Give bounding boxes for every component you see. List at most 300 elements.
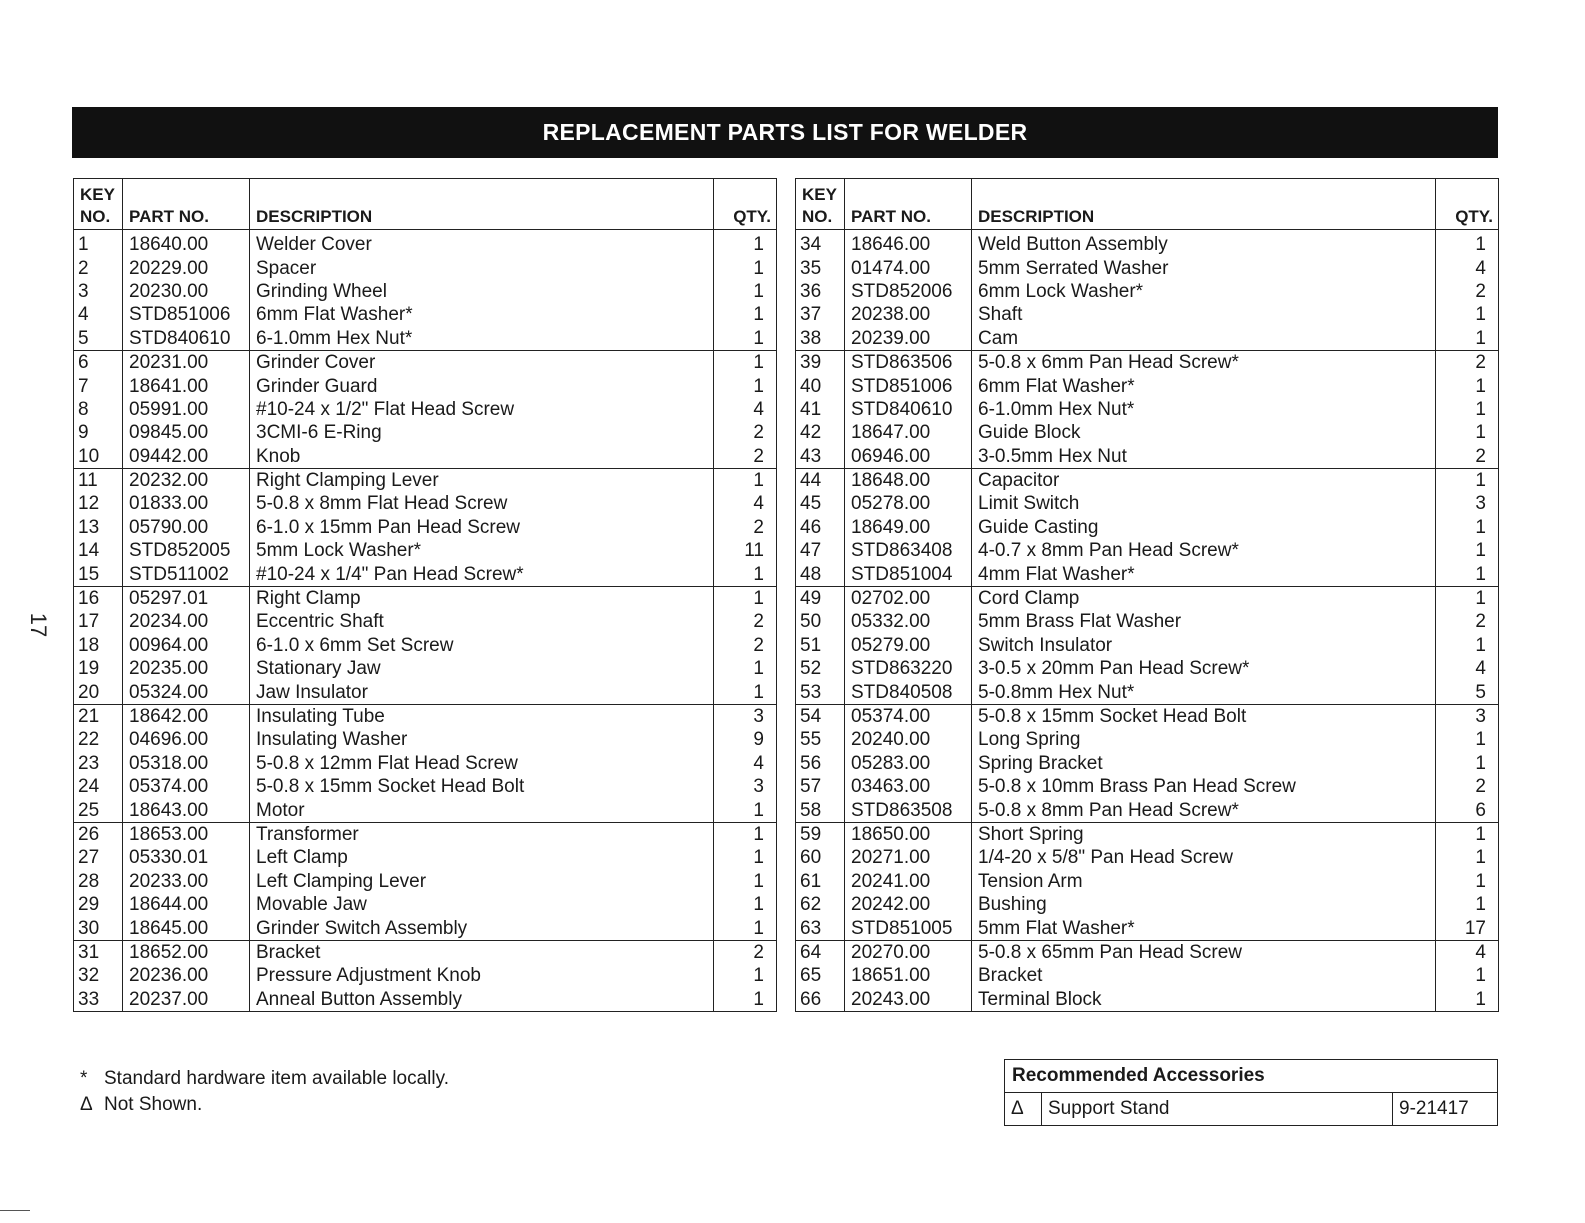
header-part-no: PART NO.: [845, 179, 972, 230]
table-row: [74, 516, 777, 539]
qty-cell: 1: [714, 798, 777, 822]
qty-cell: 1: [1475, 516, 1486, 538]
page-number: 17: [26, 612, 52, 638]
table-row: [796, 230, 1499, 257]
table-row: [74, 846, 777, 869]
header-part-no: PART NO.: [123, 179, 250, 230]
description-cell: Spring Bracket: [972, 752, 1436, 775]
description-cell: Knob: [250, 445, 714, 469]
part-no-cell: 09442.00: [123, 445, 250, 469]
accessory-name: Support Stand: [1042, 1093, 1393, 1125]
table-row: [74, 445, 777, 469]
qty-cell: 2: [1475, 611, 1486, 633]
table-row: [796, 988, 1499, 1012]
description-cell: 5mm Flat Washer*: [972, 916, 1436, 940]
key-no-cell: 13: [74, 516, 123, 539]
description-cell: Movable Jaw: [250, 893, 714, 916]
table-row: [74, 752, 777, 775]
table-row: [796, 940, 1499, 964]
description-cell: 6mm Flat Washer*: [250, 303, 714, 326]
part-no-cell: STD863506: [845, 350, 972, 374]
table-row: [74, 728, 777, 751]
qty-cell: 1: [714, 327, 777, 351]
part-no-cell: 18647.00: [845, 421, 972, 444]
table-row: [796, 539, 1499, 562]
description-cell: Welder Cover: [250, 230, 714, 257]
qty-cell: 17: [1436, 916, 1499, 940]
key-no-cell: 15: [74, 562, 123, 586]
key-no-cell: 46: [796, 516, 845, 539]
table-row: [796, 846, 1499, 869]
key-no-cell: 20: [74, 680, 123, 704]
header-description: DESCRIPTION: [972, 179, 1436, 230]
description-cell: 5-0.8 x 15mm Socket Head Bolt: [250, 775, 714, 798]
table-row: [796, 445, 1499, 469]
part-no-cell: 05790.00: [123, 516, 250, 539]
key-no-cell: 8: [74, 398, 123, 421]
asterisk-symbol: *: [80, 1068, 88, 1089]
key-no-cell: 21: [74, 704, 123, 728]
qty-cell: 1: [1475, 894, 1486, 916]
part-no-cell: 20270.00: [845, 940, 972, 964]
table-row: [796, 492, 1499, 515]
description-cell: Guide Casting: [972, 516, 1436, 539]
qty-cell: 1: [753, 257, 764, 279]
part-no-cell: 09845.00: [123, 421, 250, 444]
table-row: [74, 657, 777, 680]
header-qty: QTY.: [1436, 179, 1499, 230]
description-cell: Bushing: [972, 893, 1436, 916]
qty-cell: 4: [1475, 941, 1486, 963]
part-no-cell: STD852006: [845, 280, 972, 303]
key-no-cell: 14: [74, 539, 123, 562]
key-no-cell: 44: [796, 468, 845, 492]
qty-cell: 1: [1475, 729, 1486, 751]
qty-cell: 2: [753, 941, 764, 963]
table-row: [74, 964, 777, 987]
description-cell: 5-0.8 x 8mm Pan Head Screw*: [972, 798, 1436, 822]
key-no-cell: 45: [796, 492, 845, 515]
table-row: [796, 704, 1499, 728]
table-row: [74, 822, 777, 846]
table-row: [74, 256, 777, 279]
qty-cell: 1: [1475, 965, 1486, 987]
key-no-cell: 56: [796, 752, 845, 775]
key-no-cell: 19: [74, 657, 123, 680]
part-no-cell: 05279.00: [845, 634, 972, 657]
part-no-cell: 20231.00: [123, 350, 250, 374]
part-no-cell: 18641.00: [123, 374, 250, 397]
table-row: [74, 492, 777, 515]
table-row: [796, 327, 1499, 351]
part-no-cell: 20235.00: [123, 657, 250, 680]
part-no-cell: 00964.00: [123, 634, 250, 657]
part-no-cell: 18651.00: [845, 964, 972, 987]
key-no-cell: 34: [796, 230, 845, 257]
description-cell: 6-1.0mm Hex Nut*: [250, 327, 714, 351]
description-cell: Limit Switch: [972, 492, 1436, 515]
qty-cell: 1: [1475, 304, 1486, 326]
header-qty: QTY.: [714, 179, 777, 230]
key-no-cell: 18: [74, 634, 123, 657]
description-cell: 6-1.0mm Hex Nut*: [972, 398, 1436, 421]
table-row: [74, 562, 777, 586]
qty-cell: 1: [753, 280, 764, 302]
part-no-cell: 03463.00: [845, 775, 972, 798]
delta-symbol: Δ: [80, 1094, 93, 1115]
key-no-cell: 10: [74, 445, 123, 469]
part-no-cell: 18649.00: [845, 516, 972, 539]
key-no-cell: 2: [74, 256, 123, 279]
part-no-cell: STD851006: [845, 374, 972, 397]
table-row: [74, 586, 777, 610]
qty-cell: 2: [1475, 352, 1486, 374]
qty-cell: 1: [1436, 562, 1499, 586]
key-no-cell: 55: [796, 728, 845, 751]
qty-cell: 1: [1475, 234, 1486, 256]
description-cell: Spacer: [250, 256, 714, 279]
part-no-cell: 18643.00: [123, 798, 250, 822]
qty-cell: 2: [1475, 776, 1486, 798]
description-cell: 6mm Flat Washer*: [972, 374, 1436, 397]
key-no-cell: 31: [74, 940, 123, 964]
part-no-cell: STD863220: [845, 657, 972, 680]
description-cell: 1/4-20 x 5/8" Pan Head Screw: [972, 846, 1436, 869]
description-cell: Transformer: [250, 822, 714, 846]
qty-cell: 2: [753, 516, 764, 538]
key-no-cell: 38: [796, 327, 845, 351]
table-row: [74, 893, 777, 916]
table-row: [74, 350, 777, 374]
key-no-cell: 52: [796, 657, 845, 680]
part-no-cell: 18653.00: [123, 822, 250, 846]
key-no-cell: 30: [74, 916, 123, 940]
key-no-cell: 59: [796, 822, 845, 846]
table-row: [796, 822, 1499, 846]
table-row: [796, 634, 1499, 657]
part-no-cell: STD851004: [845, 562, 972, 586]
table-row: [796, 562, 1499, 586]
key-no-cell: 64: [796, 940, 845, 964]
accessory-row: [1005, 1093, 1497, 1125]
table-row: [74, 916, 777, 940]
key-no-cell: 6: [74, 350, 123, 374]
key-no-cell: 23: [74, 752, 123, 775]
qty-cell: 4: [1475, 257, 1486, 279]
qty-cell: 1: [753, 658, 764, 680]
table-row: [74, 421, 777, 444]
qty-cell: 1: [753, 304, 764, 326]
header-key-no: KEY NO.: [796, 179, 845, 230]
table-row: [796, 680, 1499, 704]
qty-cell: 1: [753, 375, 764, 397]
table-row: [74, 539, 777, 562]
description-cell: Left Clamp: [250, 846, 714, 869]
table-row: [796, 775, 1499, 798]
key-no-cell: 58: [796, 798, 845, 822]
qty-cell: 9: [753, 729, 764, 751]
table-row: [74, 680, 777, 704]
description-cell: Weld Button Assembly: [972, 230, 1436, 257]
description-cell: Right Clamp: [250, 586, 714, 610]
description-cell: 5-0.8 x 6mm Pan Head Screw*: [972, 350, 1436, 374]
description-cell: 3-0.5mm Hex Nut: [972, 445, 1436, 469]
qty-cell: 1: [714, 562, 777, 586]
description-cell: Shaft: [972, 303, 1436, 326]
part-no-cell: 18646.00: [845, 230, 972, 257]
qty-cell: 1: [753, 470, 764, 492]
qty-cell: 3: [753, 776, 764, 798]
table-row: [796, 798, 1499, 822]
qty-cell: 1: [753, 988, 764, 1010]
description-cell: Grinder Switch Assembly: [250, 916, 714, 940]
table-row: [74, 468, 777, 492]
key-no-cell: 53: [796, 680, 845, 704]
part-no-cell: 20237.00: [123, 988, 250, 1012]
key-no-cell: 29: [74, 893, 123, 916]
part-no-cell: 20238.00: [845, 303, 972, 326]
part-no-cell: 05297.01: [123, 586, 250, 610]
table-row: [796, 350, 1499, 374]
key-no-cell: 37: [796, 303, 845, 326]
part-no-cell: 05332.00: [845, 610, 972, 633]
qty-cell: 1: [1475, 634, 1486, 656]
key-no-cell: 63: [796, 916, 845, 940]
description-cell: 5-0.8mm Hex Nut*: [972, 680, 1436, 704]
qty-cell: 1: [1475, 823, 1486, 845]
table-row: [796, 374, 1499, 397]
accessories-heading: Recommended Accessories: [1005, 1060, 1497, 1093]
key-no-cell: 4: [74, 303, 123, 326]
table-row: [74, 775, 777, 798]
part-no-cell: 05374.00: [123, 775, 250, 798]
page-title-bar: [72, 107, 1498, 158]
part-no-cell: 06946.00: [845, 445, 972, 469]
key-no-cell: 61: [796, 870, 845, 893]
qty-cell: 2: [753, 422, 764, 444]
table-row: [796, 964, 1499, 987]
description-cell: Bracket: [972, 964, 1436, 987]
qty-cell: 2: [1475, 280, 1486, 302]
qty-cell: 1: [1475, 847, 1486, 869]
table-row: [74, 870, 777, 893]
part-no-cell: STD851006: [123, 303, 250, 326]
table-header-row: [74, 179, 777, 230]
part-no-cell: STD840610: [123, 327, 250, 351]
qty-cell: 1: [753, 588, 764, 610]
key-no-cell: 11: [74, 468, 123, 492]
key-no-cell: 57: [796, 775, 845, 798]
part-no-cell: 20234.00: [123, 610, 250, 633]
qty-cell: 5: [1436, 680, 1499, 704]
key-no-cell: 54: [796, 704, 845, 728]
key-no-cell: 60: [796, 846, 845, 869]
header-description: DESCRIPTION: [250, 179, 714, 230]
key-no-cell: 62: [796, 893, 845, 916]
description-cell: Tension Arm: [972, 870, 1436, 893]
qty-cell: 11: [744, 540, 764, 562]
description-cell: Bracket: [250, 940, 714, 964]
table-row: [796, 516, 1499, 539]
table-row: [74, 230, 777, 257]
table-row: [74, 374, 777, 397]
description-cell: Cam: [972, 327, 1436, 351]
description-cell: 5-0.8 x 10mm Brass Pan Head Screw: [972, 775, 1436, 798]
parts-table-right: [795, 178, 1499, 1012]
table-row: [796, 421, 1499, 444]
description-cell: Left Clamping Lever: [250, 870, 714, 893]
part-no-cell: STD511002: [123, 562, 250, 586]
part-no-cell: STD840508: [845, 680, 972, 704]
qty-cell: 2: [753, 634, 764, 656]
table-row: [74, 940, 777, 964]
part-no-cell: 20240.00: [845, 728, 972, 751]
key-no-cell: 17: [74, 610, 123, 633]
key-no-cell: 25: [74, 798, 123, 822]
table-row: [74, 398, 777, 421]
description-cell: #10-24 x 1/4" Pan Head Screw*: [250, 562, 714, 586]
description-cell: Switch Insulator: [972, 634, 1436, 657]
qty-cell: 1: [753, 823, 764, 845]
key-no-cell: 33: [74, 988, 123, 1012]
part-no-cell: STD840610: [845, 398, 972, 421]
description-cell: Stationary Jaw: [250, 657, 714, 680]
qty-cell: 6: [1436, 798, 1499, 822]
description-cell: Grinder Cover: [250, 350, 714, 374]
description-cell: Right Clamping Lever: [250, 468, 714, 492]
part-no-cell: 01474.00: [845, 256, 972, 279]
description-cell: 3-0.5 x 20mm Pan Head Screw*: [972, 657, 1436, 680]
table-row: [74, 280, 777, 303]
description-cell: 4mm Flat Washer*: [972, 562, 1436, 586]
key-no-cell: 66: [796, 988, 845, 1012]
key-no-cell: 28: [74, 870, 123, 893]
part-no-cell: 05283.00: [845, 752, 972, 775]
description-cell: 6mm Lock Washer*: [972, 280, 1436, 303]
key-no-cell: 49: [796, 586, 845, 610]
table-row: [796, 728, 1499, 751]
qty-cell: 3: [753, 706, 764, 727]
description-cell: Grinder Guard: [250, 374, 714, 397]
table-row: [796, 916, 1499, 940]
qty-cell: 1: [1475, 752, 1486, 774]
table-row: [796, 586, 1499, 610]
part-no-cell: 20230.00: [123, 280, 250, 303]
part-no-cell: 20236.00: [123, 964, 250, 987]
key-no-cell: 42: [796, 421, 845, 444]
key-no-cell: 24: [74, 775, 123, 798]
key-no-cell: 27: [74, 846, 123, 869]
description-cell: Anneal Button Assembly: [250, 988, 714, 1012]
qty-cell: 1: [753, 352, 764, 374]
qty-cell: 1: [714, 680, 777, 704]
part-no-cell: 05991.00: [123, 398, 250, 421]
page-edge-mark: [0, 1210, 30, 1211]
qty-cell: 4: [753, 398, 764, 420]
qty-cell: 1: [1475, 870, 1486, 892]
table-row: [796, 657, 1499, 680]
page-title: REPLACEMENT PARTS LIST FOR WELDER: [542, 119, 1028, 145]
key-no-cell: 48: [796, 562, 845, 586]
key-no-cell: 50: [796, 610, 845, 633]
delta-symbol: Δ: [1005, 1093, 1042, 1125]
description-cell: 5-0.8 x 15mm Socket Head Bolt: [972, 704, 1436, 728]
footnote-text: Standard hardware item available locally.: [104, 1068, 449, 1089]
part-no-cell: STD863408: [845, 539, 972, 562]
part-no-cell: 18650.00: [845, 822, 972, 846]
key-no-cell: 12: [74, 492, 123, 515]
description-cell: 5-0.8 x 12mm Flat Head Screw: [250, 752, 714, 775]
table-row: [796, 610, 1499, 633]
part-no-cell: 18640.00: [123, 230, 250, 257]
table-row: [796, 256, 1499, 279]
header-key-no: KEY NO.: [74, 179, 123, 230]
qty-cell: 1: [1475, 540, 1486, 562]
description-cell: 5mm Lock Washer*: [250, 539, 714, 562]
description-cell: Insulating Tube: [250, 704, 714, 728]
footnote-not-shown: [80, 1092, 449, 1118]
description-cell: 5mm Brass Flat Washer: [972, 610, 1436, 633]
description-cell: Motor: [250, 798, 714, 822]
description-cell: Capacitor: [972, 468, 1436, 492]
table-row: [74, 988, 777, 1012]
part-no-cell: 20229.00: [123, 256, 250, 279]
part-no-cell: 20271.00: [845, 846, 972, 869]
part-no-cell: STD852005: [123, 539, 250, 562]
footnotes: [80, 1066, 449, 1118]
table-row: [796, 870, 1499, 893]
table-row: [796, 303, 1499, 326]
qty-cell: 4: [753, 493, 764, 515]
qty-cell: 4: [1475, 658, 1486, 680]
key-no-cell: 39: [796, 350, 845, 374]
key-no-cell: 47: [796, 539, 845, 562]
key-no-cell: 35: [796, 256, 845, 279]
qty-cell: 1: [1436, 327, 1499, 351]
qty-cell: 2: [753, 611, 764, 633]
qty-cell: 1: [1475, 422, 1486, 444]
table-row: [74, 634, 777, 657]
part-no-cell: 20239.00: [845, 327, 972, 351]
part-no-cell: 18648.00: [845, 468, 972, 492]
part-no-cell: 20242.00: [845, 893, 972, 916]
part-no-cell: 05318.00: [123, 752, 250, 775]
qty-cell: 2: [1436, 445, 1499, 469]
qty-cell: 1: [753, 894, 764, 916]
table-row: [74, 303, 777, 326]
part-no-cell: 20233.00: [123, 870, 250, 893]
part-no-cell: 18645.00: [123, 916, 250, 940]
table-header-row: [796, 179, 1499, 230]
description-cell: 3CMI-6 E-Ring: [250, 421, 714, 444]
qty-cell: 1: [1475, 375, 1486, 397]
table-row: [74, 704, 777, 728]
part-no-cell: 20241.00: [845, 870, 972, 893]
key-no-cell: 65: [796, 964, 845, 987]
description-cell: #10-24 x 1/2" Flat Head Screw: [250, 398, 714, 421]
table-row: [796, 752, 1499, 775]
description-cell: 5-0.8 x 8mm Flat Head Screw: [250, 492, 714, 515]
qty-cell: 1: [1475, 588, 1486, 610]
key-no-cell: 51: [796, 634, 845, 657]
part-no-cell: 18652.00: [123, 940, 250, 964]
part-no-cell: 04696.00: [123, 728, 250, 751]
part-no-cell: 05374.00: [845, 704, 972, 728]
description-cell: Terminal Block: [972, 988, 1436, 1012]
part-no-cell: 20232.00: [123, 468, 250, 492]
key-no-cell: 16: [74, 586, 123, 610]
description-cell: Eccentric Shaft: [250, 610, 714, 633]
